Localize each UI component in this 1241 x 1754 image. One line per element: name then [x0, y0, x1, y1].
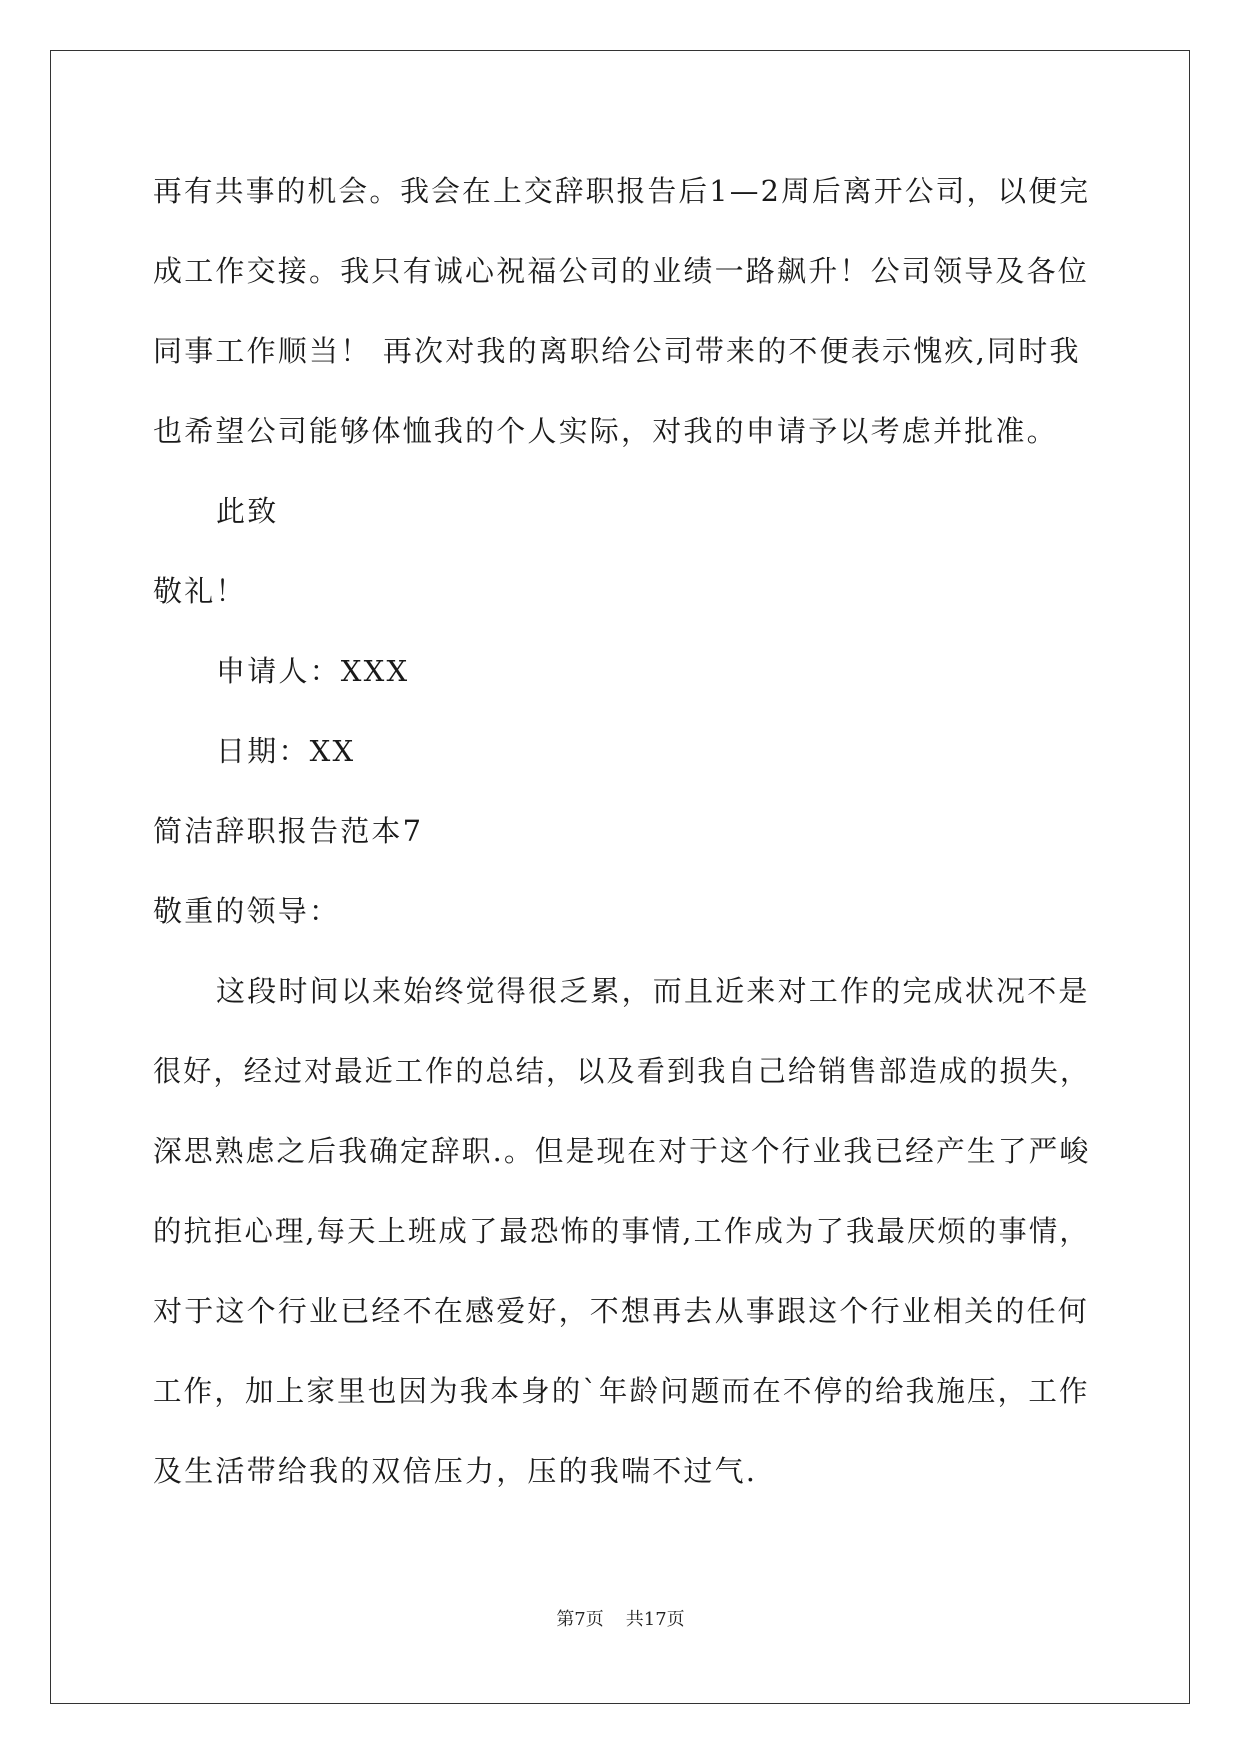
paragraph-line-2: 成工作交接。我只有诚心祝福公司的业绩一路飙升！公司领导及各位 — [153, 254, 1090, 288]
paragraph-line-1: 再有共事的机会。我会在上交辞职报告后1—2周后离开公司，以便完 — [153, 174, 1091, 208]
paragraph-line-8: 的抗拒心理,每天上班成了最恐怖的事情,工作成为了我最厌烦的事情， — [153, 1214, 1090, 1248]
applicant-line: 申请人：XXX — [216, 654, 410, 688]
paragraph-line-3: 同事工作顺当！ 再次对我的离职给公司带来的不便表示愧疚,同时我 — [153, 334, 1081, 368]
page-footer — [0, 1608, 1241, 1632]
paragraph-line-6: 很好，经过对最近工作的总结，以及看到我自己给销售部造成的损失， — [153, 1054, 1091, 1088]
paragraph-line-9: 对于这个行业已经不在感爱好，不想再去从事跟这个行业相关的任何 — [153, 1294, 1090, 1328]
page-number: 第7页 — [556, 1609, 604, 1630]
paragraph-line-11: 及生活带给我的双倍压力，压的我喘不过气. — [153, 1454, 758, 1488]
paragraph-line-5: 这段时间以来始终觉得很乏累，而且近来对工作的完成状况不是 — [216, 974, 1090, 1008]
closing-salutation: 此致 — [216, 494, 279, 528]
greeting-line: 敬重的领导： — [153, 894, 341, 928]
paragraph-line-4: 也希望公司能够体恤我的个人实际，对我的申请予以考虑并批准。 — [153, 414, 1058, 448]
paragraph-line-7: 深思熟虑之后我确定辞职.。但是现在对于这个行业我已经产生了严峻 — [153, 1134, 1091, 1168]
date-line: 日期：XX — [216, 734, 356, 768]
paragraph-line-10: 工作，加上家里也因为我本身的`年龄问题而在不停的给我施压，工作 — [153, 1374, 1090, 1408]
closing-regards: 敬礼！ — [153, 574, 247, 608]
page-total: 共17页 — [625, 1609, 685, 1630]
section-title: 简洁辞职报告范本7 — [153, 814, 424, 848]
